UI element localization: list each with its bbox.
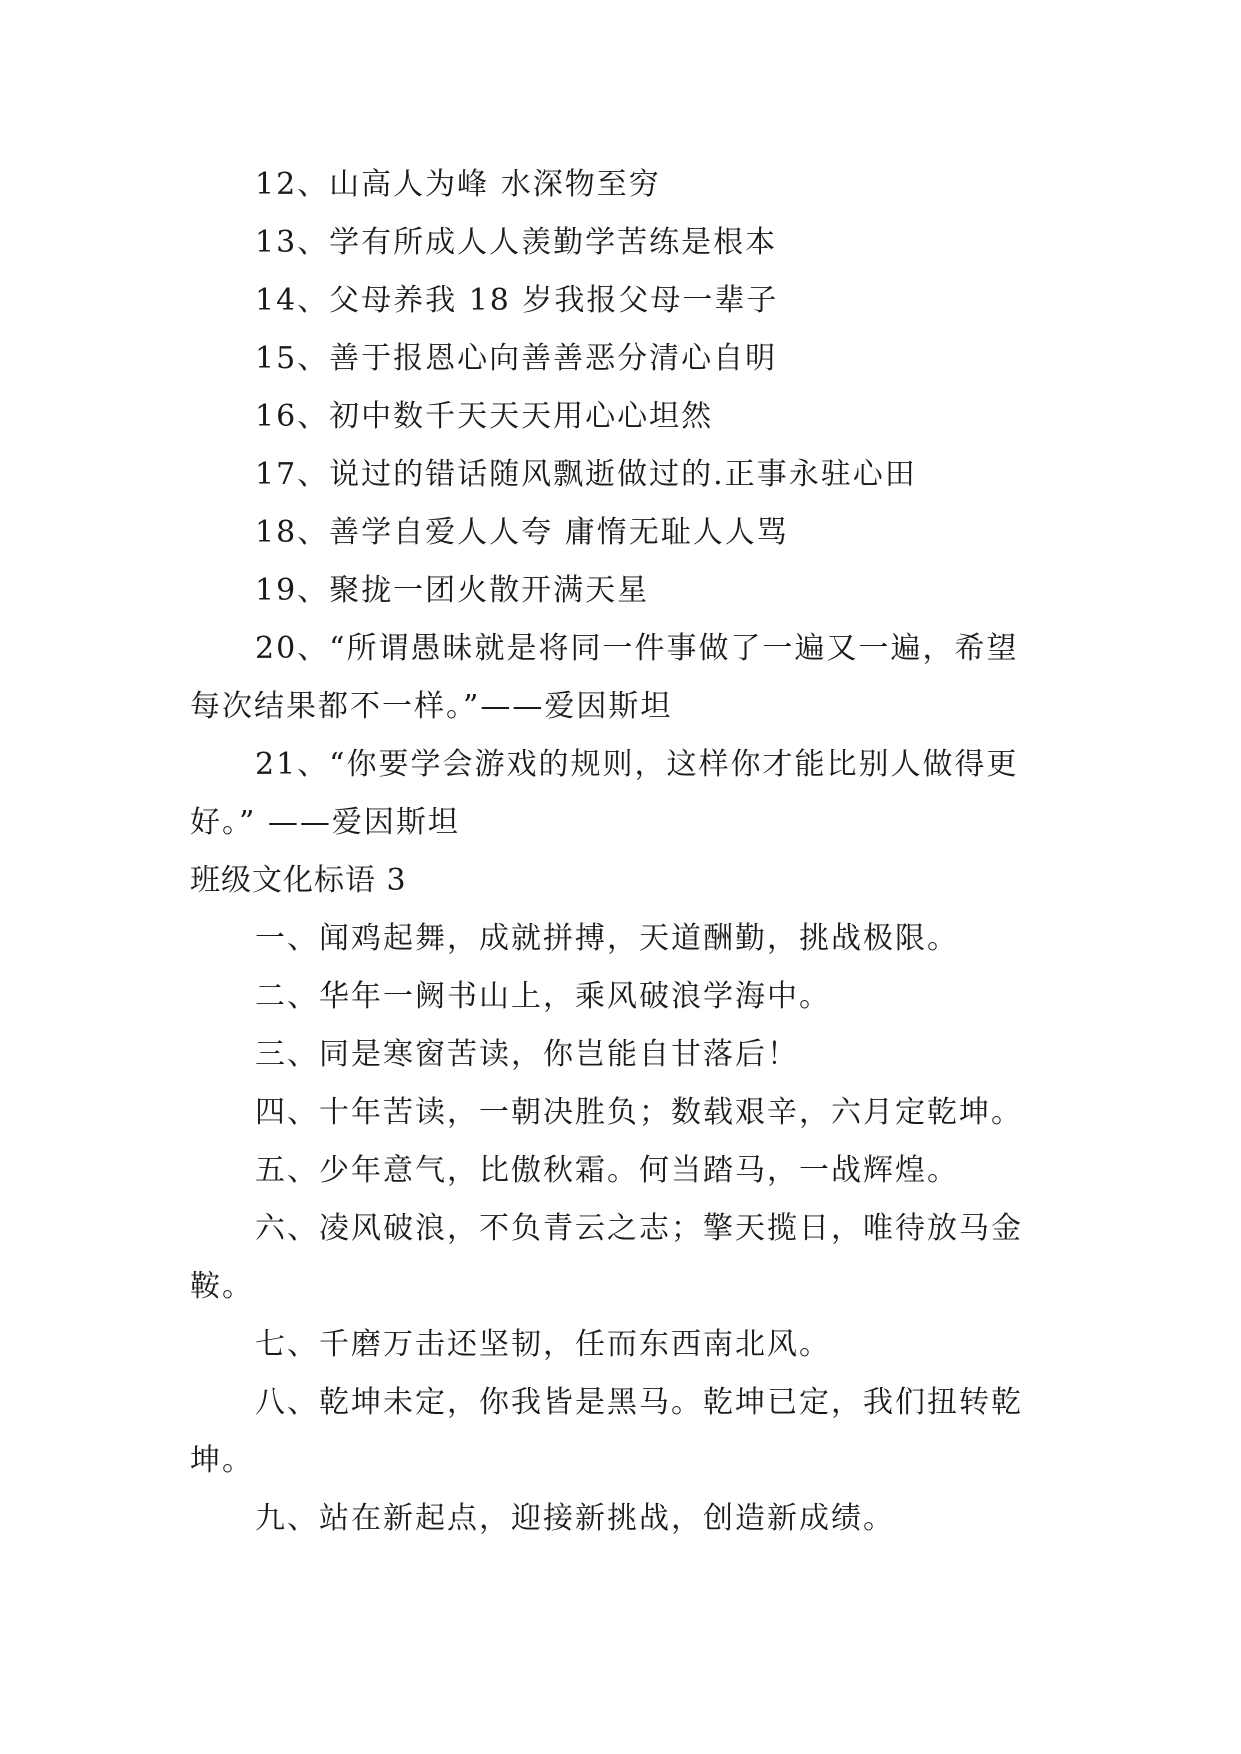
slogan-19: 19、聚拢一团火散开满天星 [255,573,650,608]
slogan-eight-line-1: 八、乾坤未定，你我皆是黑马。乾坤已定，我们扭转乾 [255,1385,1023,1420]
section-heading: 班级文化标语 3 [190,863,407,898]
slogan-one: 一、闻鸡起舞，成就拼搏，天道酬勤，挑战极限。 [255,921,959,956]
slogan-four: 四、十年苦读，一朝决胜负；数载艰辛，六月定乾坤。 [255,1095,1023,1130]
slogan-21-line-1: 21、“你要学会游戏的规则，这样你才能比别人做得更 [255,747,1019,782]
slogan-17: 17、说过的错话随风飘逝做过的.正事永驻心田 [255,457,917,492]
slogan-seven: 七、千磨万击还坚韧，任而东西南北风。 [255,1327,831,1362]
slogan-three: 三、同是寒窗苦读，你岂能自甘落后！ [255,1037,799,1072]
slogan-20-line-2: 每次结果都不一样。”——爱因斯坦 [190,689,673,724]
slogan-12: 12、山高人为峰 水深物至穷 [255,167,661,202]
slogan-15: 15、善于报恩心向善善恶分清心自明 [255,341,778,376]
slogan-nine: 九、站在新起点，迎接新挑战，创造新成绩。 [255,1501,895,1536]
slogan-14: 14、父母养我 18 岁我报父母一辈子 [255,283,779,318]
slogan-two: 二、华年一阙书山上，乘风破浪学海中。 [255,979,831,1014]
slogan-six-line-1: 六、凌风破浪，不负青云之志；擎天揽日，唯待放马金 [255,1211,1023,1246]
slogan-21-line-2: 好。” ——爱因斯坦 [190,805,460,840]
slogan-16: 16、初中数千天天天用心心坦然 [255,399,714,434]
slogan-five: 五、少年意气，比傲秋霜。何当踏马，一战辉煌。 [255,1153,959,1188]
slogan-six-line-2: 鞍。 [190,1269,254,1304]
slogan-eight-line-2: 坤。 [190,1443,254,1478]
slogan-20-line-1: 20、“所谓愚昧就是将同一件事做了一遍又一遍，希望 [255,631,1019,666]
slogan-18: 18、善学自爱人人夸 庸惰无耻人人骂 [255,515,789,550]
slogan-13: 13、学有所成人人羡勤学苦练是根本 [255,225,778,260]
